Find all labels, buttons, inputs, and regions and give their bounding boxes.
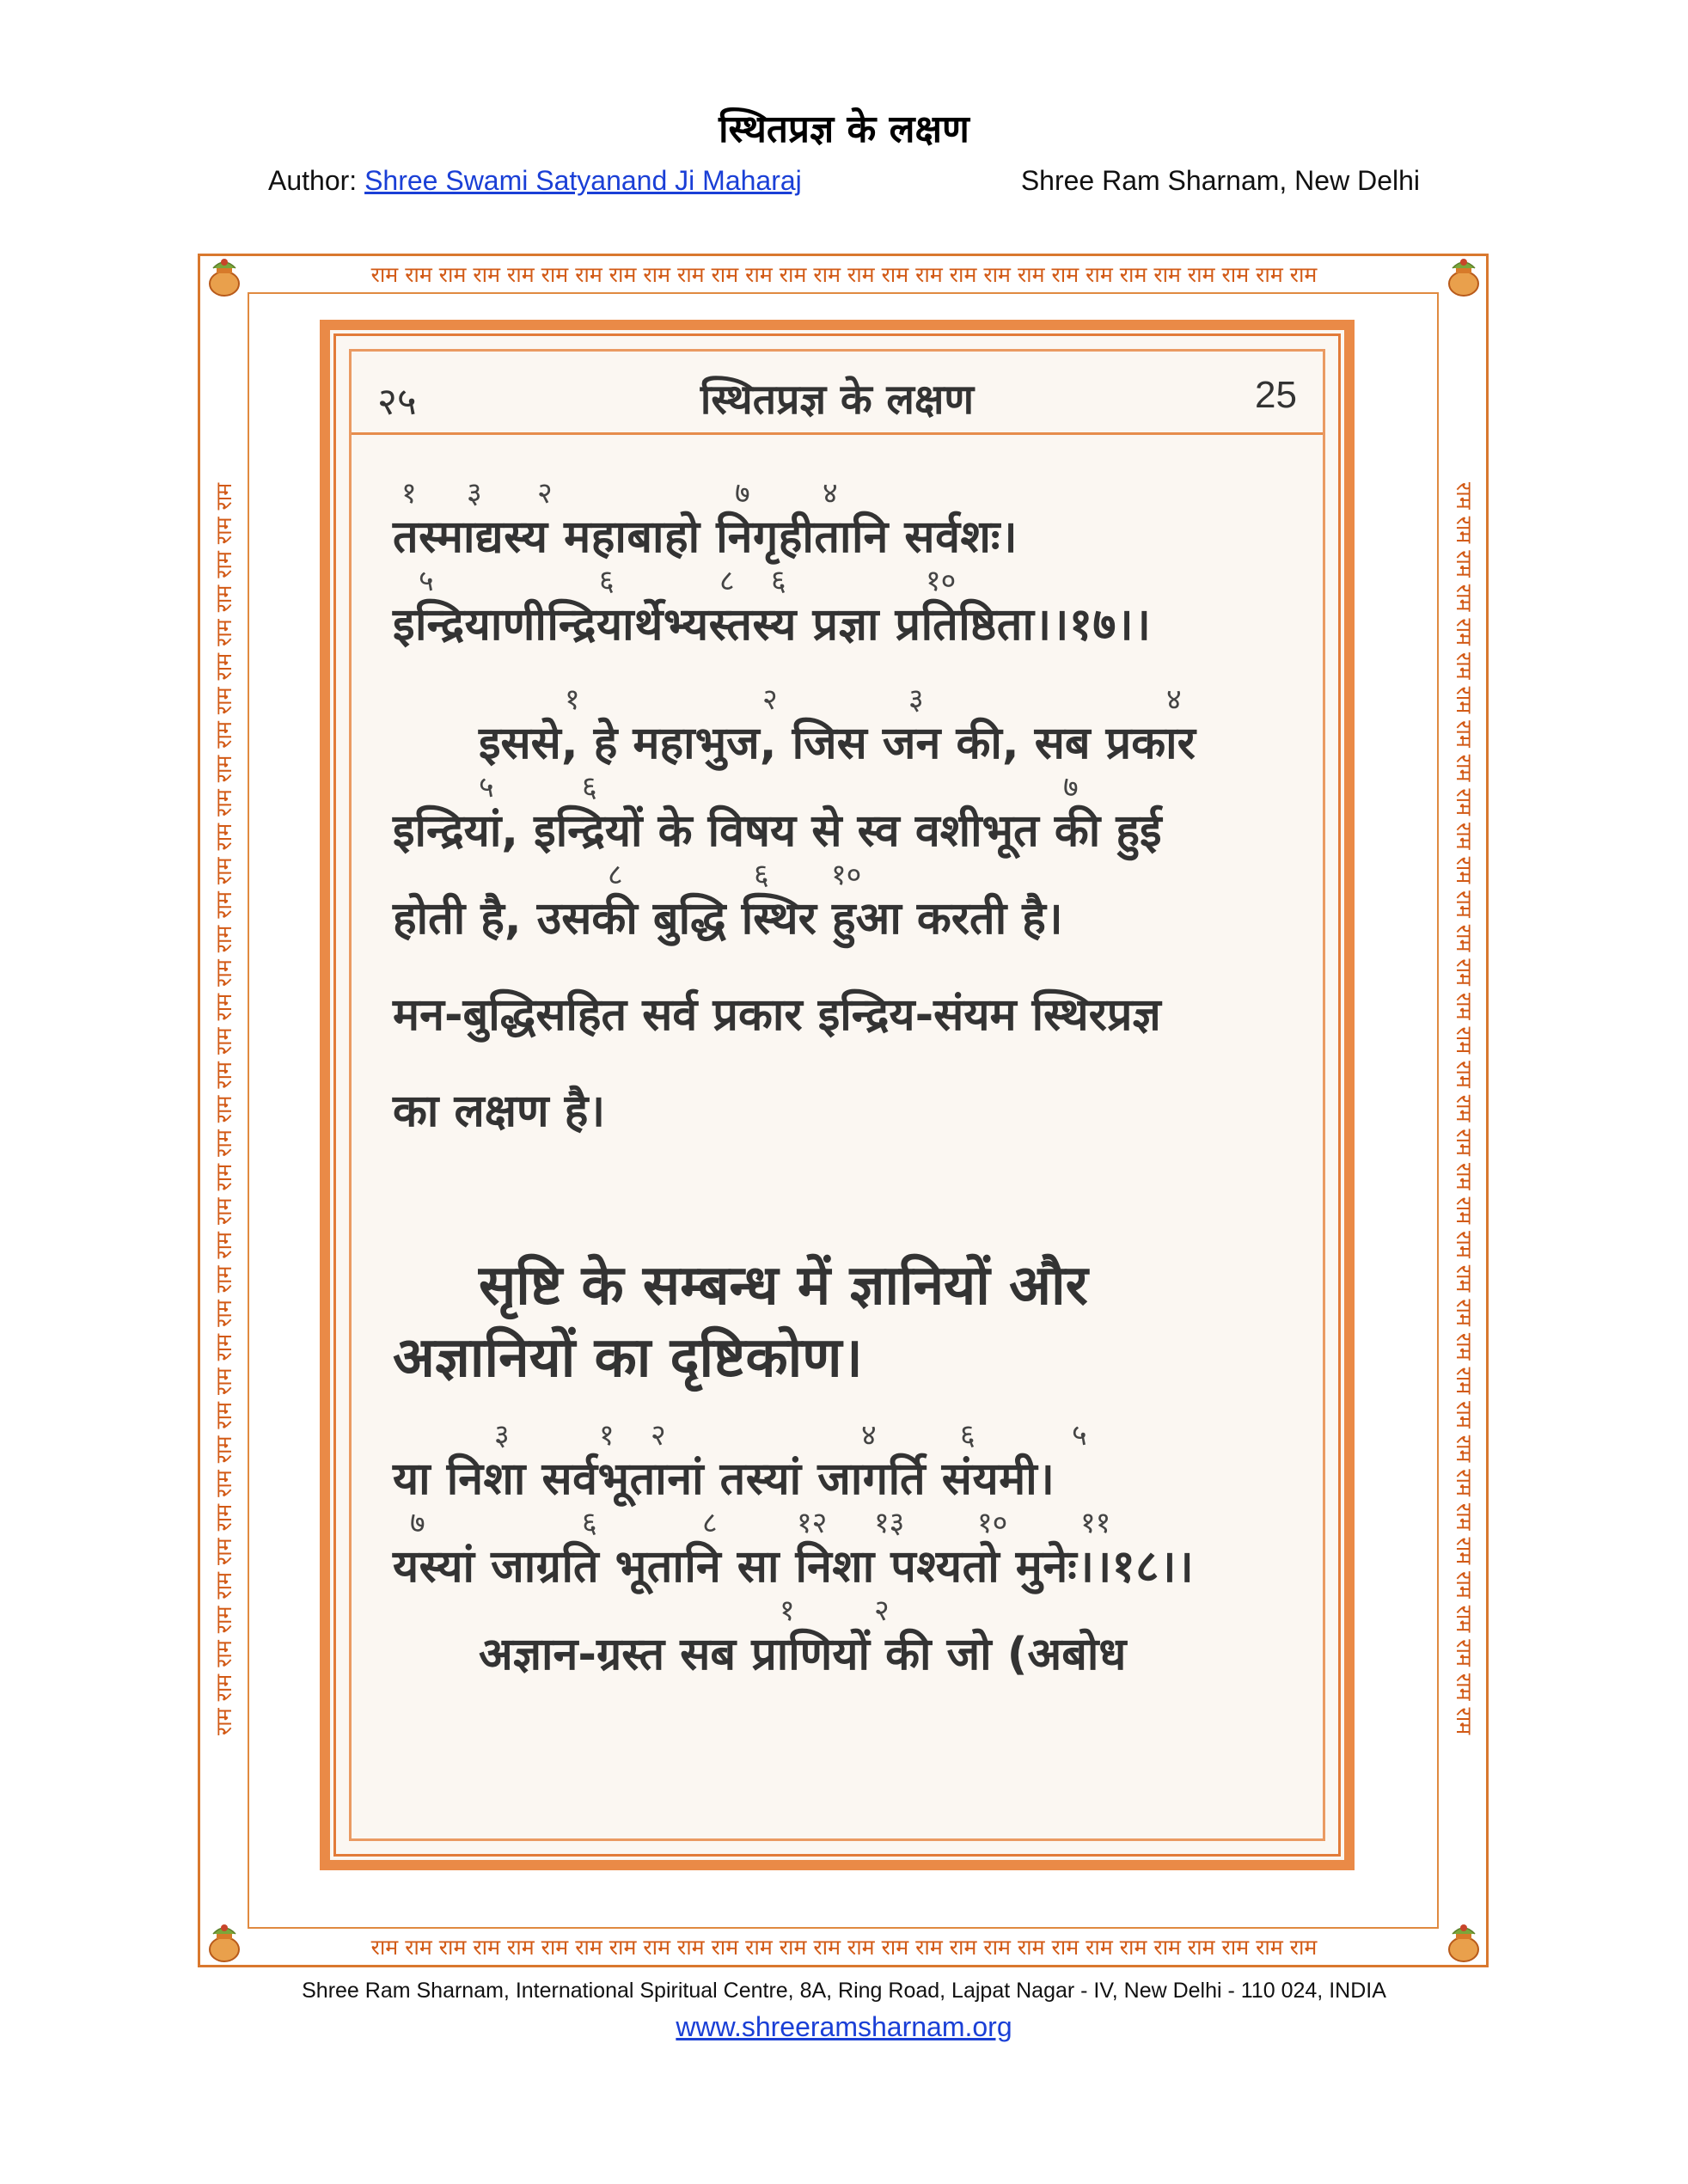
heading-line: सृष्टि के सम्बन्ध में ज्ञानियों और — [479, 1254, 1088, 1318]
kalash-icon — [201, 1920, 248, 1967]
word-index: ३ — [908, 682, 924, 717]
word-index: ६ — [754, 858, 769, 892]
word-index: ४ — [861, 1418, 877, 1453]
word-index: ७ — [735, 476, 750, 511]
word-index: ६ — [582, 770, 597, 804]
section-heading — [393, 1245, 1288, 1390]
footer-address: Shree Ram Sharnam, International Spiritual Centre, 8A, Ring Road, Lajpat Nagar - IV, New Delhi - 110 024, INDIA — [302, 1979, 1386, 2003]
author-line — [268, 165, 802, 197]
word-index: ७ — [1063, 770, 1079, 804]
kalash-icon — [201, 254, 248, 301]
organization-name: Shree Ram Sharnam, New Delhi — [1020, 165, 1420, 196]
word-index: १० — [926, 564, 957, 598]
word-index: ६ — [582, 1506, 597, 1540]
word-index: ४ — [823, 476, 838, 511]
word-order-indices — [393, 472, 1288, 511]
meaning-line: होती है, उसकी बुद्धि स्थिर हुआ करती है। — [393, 893, 1063, 945]
meaning-line: मन-बुद्धिसहित सर्व प्रकार इन्द्रिय-संयम स्थिरप्रज्ञ — [393, 989, 1161, 1041]
word-index: ८ — [608, 858, 623, 892]
verse-line: तस्माद्यस्य महाबाहो निगृहीतानि सर्वशः। — [393, 511, 1018, 563]
word-index: ८ — [702, 1506, 718, 1540]
author-label: Author: — [268, 165, 358, 196]
verse-17 — [393, 472, 1288, 651]
word-order-indices — [393, 1414, 1288, 1453]
word-index: ५ — [479, 770, 494, 804]
word-index: ५ — [419, 564, 434, 598]
word-index: १० — [977, 1506, 1008, 1540]
word-index: ७ — [410, 1506, 425, 1540]
document-title: स्थितप्रज्ञ के लक्षण — [719, 107, 969, 151]
author-link[interactable]: Shree Swami Satyanand Ji Maharaj — [364, 165, 802, 196]
meaning-line: अज्ञान-ग्रस्त सब प्राणियों की जो (अबोध — [479, 1629, 1127, 1680]
page-number: 25 — [1255, 374, 1297, 416]
ram-border-top: राम राम राम राम राम राम राम राम राम राम राम राम राम राम राम राम राम राम राम राम राम राम राम राम राम राम राम राम — [370, 262, 1318, 287]
word-index: १२ — [797, 1506, 828, 1540]
word-index: १ — [401, 476, 417, 511]
word-index: ११ — [1080, 1506, 1111, 1540]
meaning-17 — [393, 678, 1288, 1137]
meaning-line: इससे, हे महाभुज, जिस जन की, सब प्रकार — [479, 718, 1196, 769]
ram-border-right: राम राम राम राम राम राम राम राम राम राम राम राम राम राम राम राम राम राम राम राम राम राम राम राम राम राम राम राम राम राम राम राम राम राम राम राम राम — [1452, 482, 1477, 1735]
word-index: २ — [651, 1418, 666, 1453]
word-order-indices — [393, 766, 1288, 804]
word-order-indices — [393, 678, 1288, 717]
ram-border-bottom: राम राम राम राम राम राम राम राम राम राम राम राम राम राम राम राम राम राम राम राम राम राम राम राम राम राम राम राम — [370, 1935, 1318, 1960]
word-index: २ — [537, 476, 553, 511]
word-index: १ — [780, 1594, 795, 1628]
verse-line: इन्द्रियाणीन्द्रियार्थेभ्यस्तस्य प्रज्ञा प्रतिष्ठिता।।१७।। — [393, 599, 1152, 651]
verse-line: या निशा सर्वभूतानां तस्यां जागर्ति संयमी। — [393, 1453, 1055, 1505]
kalash-icon — [1440, 254, 1487, 301]
verse-line: यस्यां जाग्रति भूतानि सा निशा पश्यतो मुनेः।।१८।। — [393, 1541, 1195, 1593]
word-index: ३ — [494, 1418, 510, 1453]
word-index: ६ — [771, 564, 786, 598]
word-order-indices — [393, 853, 1288, 892]
page-number-devanagari: २५ — [377, 380, 417, 424]
meaning-line: इन्द्रियां, इन्द्रियों के विषय से स्व वशीभूत की हुई — [393, 805, 1162, 857]
word-order-indices — [393, 1589, 1288, 1628]
word-index: ६ — [599, 564, 615, 598]
book-page-header — [352, 352, 1323, 435]
verse-18 — [393, 1414, 1288, 1593]
book-page-inner-border — [349, 349, 1325, 1841]
kalash-icon — [1440, 1920, 1487, 1967]
book-page-title: स्थितप्रज्ञ के लक्षण — [700, 376, 975, 424]
word-index: १० — [831, 858, 862, 892]
word-index: १ — [599, 1418, 615, 1453]
word-order-indices — [393, 560, 1288, 598]
footer-website — [0, 2011, 1688, 2043]
word-index: ६ — [960, 1418, 975, 1453]
meaning-18 — [393, 1589, 1288, 1680]
meaning-line: का लक्षण है। — [393, 1086, 606, 1137]
book-page-scan — [320, 320, 1355, 1870]
heading-line: अज्ञानियों का दृष्टिकोण। — [393, 1326, 863, 1390]
word-index: ८ — [719, 564, 735, 598]
word-index: १३ — [874, 1506, 905, 1540]
word-index: १ — [565, 682, 580, 717]
ram-border-left: राम राम राम राम राम राम राम राम राम राम राम राम राम राम राम राम राम राम राम राम राम राम राम राम राम राम राम राम राम राम राम राम राम राम राम राम राम — [211, 482, 236, 1735]
word-index: ४ — [1166, 682, 1182, 717]
word-index: ५ — [1072, 1418, 1087, 1453]
word-index: २ — [762, 682, 778, 717]
word-index: २ — [874, 1594, 890, 1628]
word-index: ३ — [467, 476, 482, 511]
word-order-indices — [393, 1502, 1288, 1540]
website-link[interactable]: www.shreeramsharnam.org — [676, 2011, 1012, 2042]
